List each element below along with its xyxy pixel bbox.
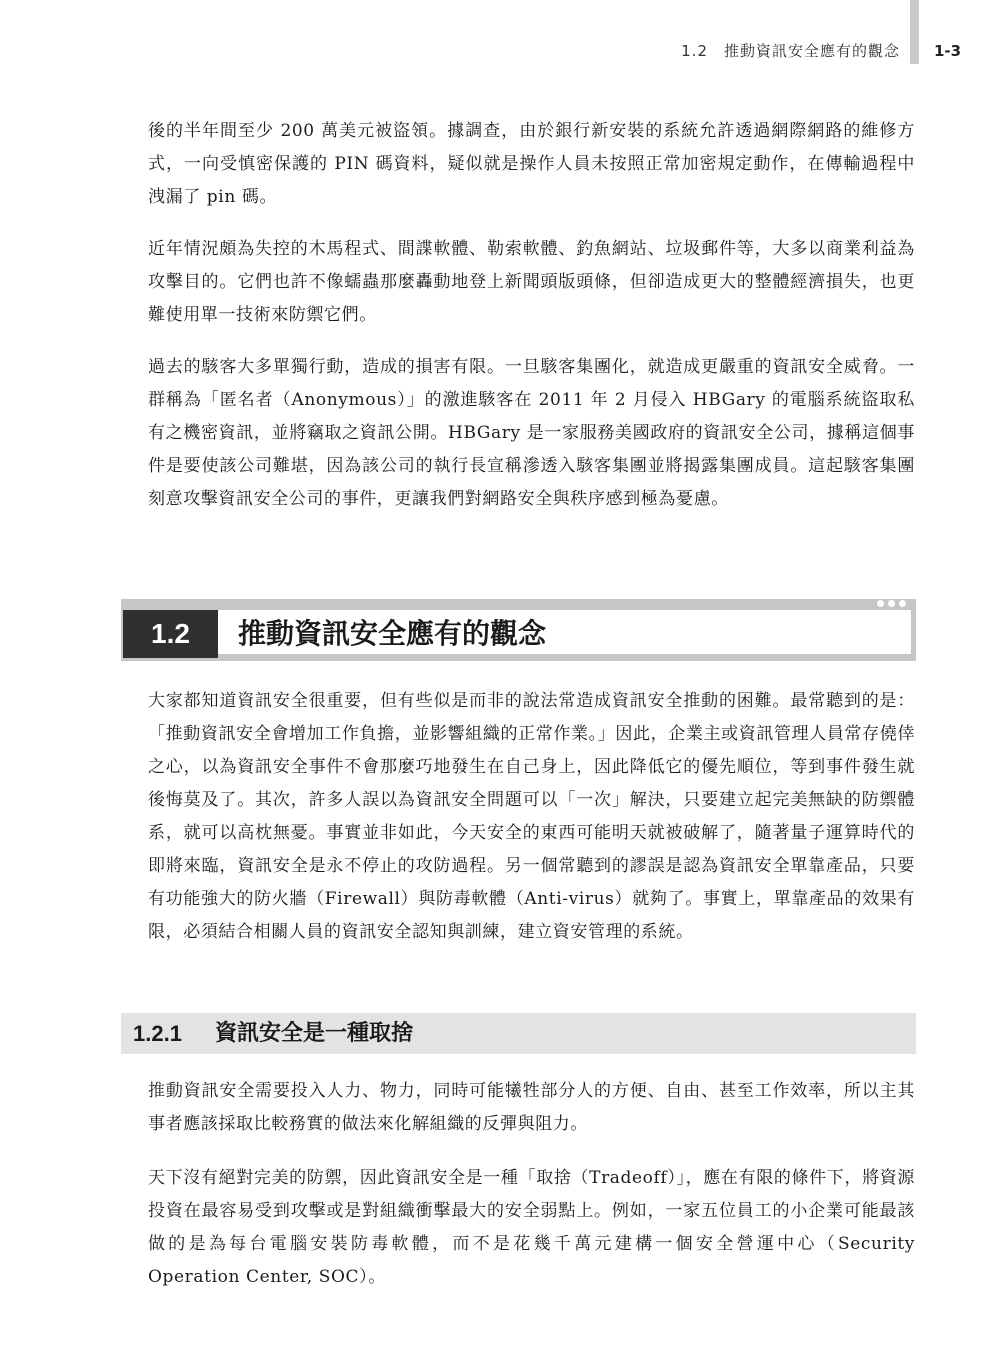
body-paragraph: 過去的駭客大多單獨行動，造成的損害有限。一旦駭客集團化，就造成更嚴重的資訊安全威脅。一群稱為「匿名者（Anonymous）」的激進駭客在 2011 年 2 月侵入 HBGary 的電腦系統盜取私有之機密資訊，並將竊取之資訊公開。HBGary 是一家服務美國政府的資訊安全公司，據稱這個事件是要使該公司難堪，因為該公司的執行長宣稱滲透入駭客集團並將揭露集團成員。這起駭客集團刻意攻擊資訊安全公司的事件，更讓我們對網路安全與秩序感到極為憂慮。 <box>148 357 915 509</box>
subsection-title: 資訊安全是一種取捨 <box>215 1021 414 1046</box>
subsection-paragraph: 推動資訊安全需要投入人力、物力，同時可能犧牲部分人的方便、自由、甚至工作效率，所以主其事者應該採取比較務實的做法來化解組織的反彈與阻力。 <box>148 1081 915 1134</box>
decorative-dots-icon <box>877 600 906 607</box>
section-number: 1.2 <box>151 618 190 649</box>
body-paragraph: 近年情況頗為失控的木馬程式、間諜軟體、勒索軟體、釣魚網站、垃圾郵件等，大多以商業利益為攻擊目的。它們也許不像蠕蟲那麼轟動地登上新聞頭版頭條，但卻造成更大的整體經濟損失，也更難使用單一技術來防禦它們。 <box>148 239 915 325</box>
running-header-title: 1.2 推動資訊安全應有的觀念 <box>681 42 900 60</box>
section-heading-banner <box>121 599 916 661</box>
section-title: 推動資訊安全應有的觀念 <box>238 617 547 650</box>
section-paragraph: 大家都知道資訊安全很重要，但有些似是而非的說法常造成資訊安全推動的困難。最常聽到的是：「推動資訊安全會增加工作負擔，並影響組織的正常作業。」因此，企業主或資訊管理人員常存僥倖之心，以為資訊安全事件不會那麼巧地發生在自己身上，因此降低它的優先順位，等到事件發生就後悔莫及了。其次，許多人誤以為資訊安全問題可以「一次」解決，只要建立起完美無缺的防禦體系，就可以高枕無憂。事實並非如此，今天安全的東西可能明天就被破解了，隨著量子運算時代的即將來臨，資訊安全是永不停止的攻防過程。另一個常聽到的謬誤是認為資訊安全單靠產品，只要有功能強大的防火牆（Firewall）與防毒軟體（Anti-virus）就夠了。事實上，單靠產品的效果有限，必須結合相關人員的資訊安全認知與訓練，建立資安管理的系統。 <box>148 691 915 942</box>
body-paragraph: 後的半年間至少 200 萬美元被盜領。據調查，由於銀行新安裝的系統允許透過網際網路的維修方式，一向受慎密保護的 PIN 碼資料，疑似就是操作人員未按照正常加密規定動作，在傳輸過程中洩漏了 pin 碼。 <box>148 121 915 207</box>
dot-icon <box>877 600 884 607</box>
dot-icon <box>899 600 906 607</box>
running-header <box>0 32 1000 72</box>
subsection-number: 1.2.1 <box>133 1021 182 1046</box>
page-number: 1-3 <box>934 42 962 60</box>
subsection-heading <box>121 1013 916 1054</box>
dot-icon <box>888 600 895 607</box>
header-tab-bar <box>910 0 919 64</box>
subsection-paragraph: 天下沒有絕對完美的防禦，因此資訊安全是一種「取捨（Tradeoff）」，應在有限的條件下，將資源投資在最容易受到攻擊或是對組織衝擊最大的安全弱點上。例如，一家五位員工的小企業可能最該做的是為每台電腦安裝防毒軟體，而不是花幾千萬元建構一個安全營運中心（Security Operation Center, SOC）。 <box>148 1168 915 1287</box>
